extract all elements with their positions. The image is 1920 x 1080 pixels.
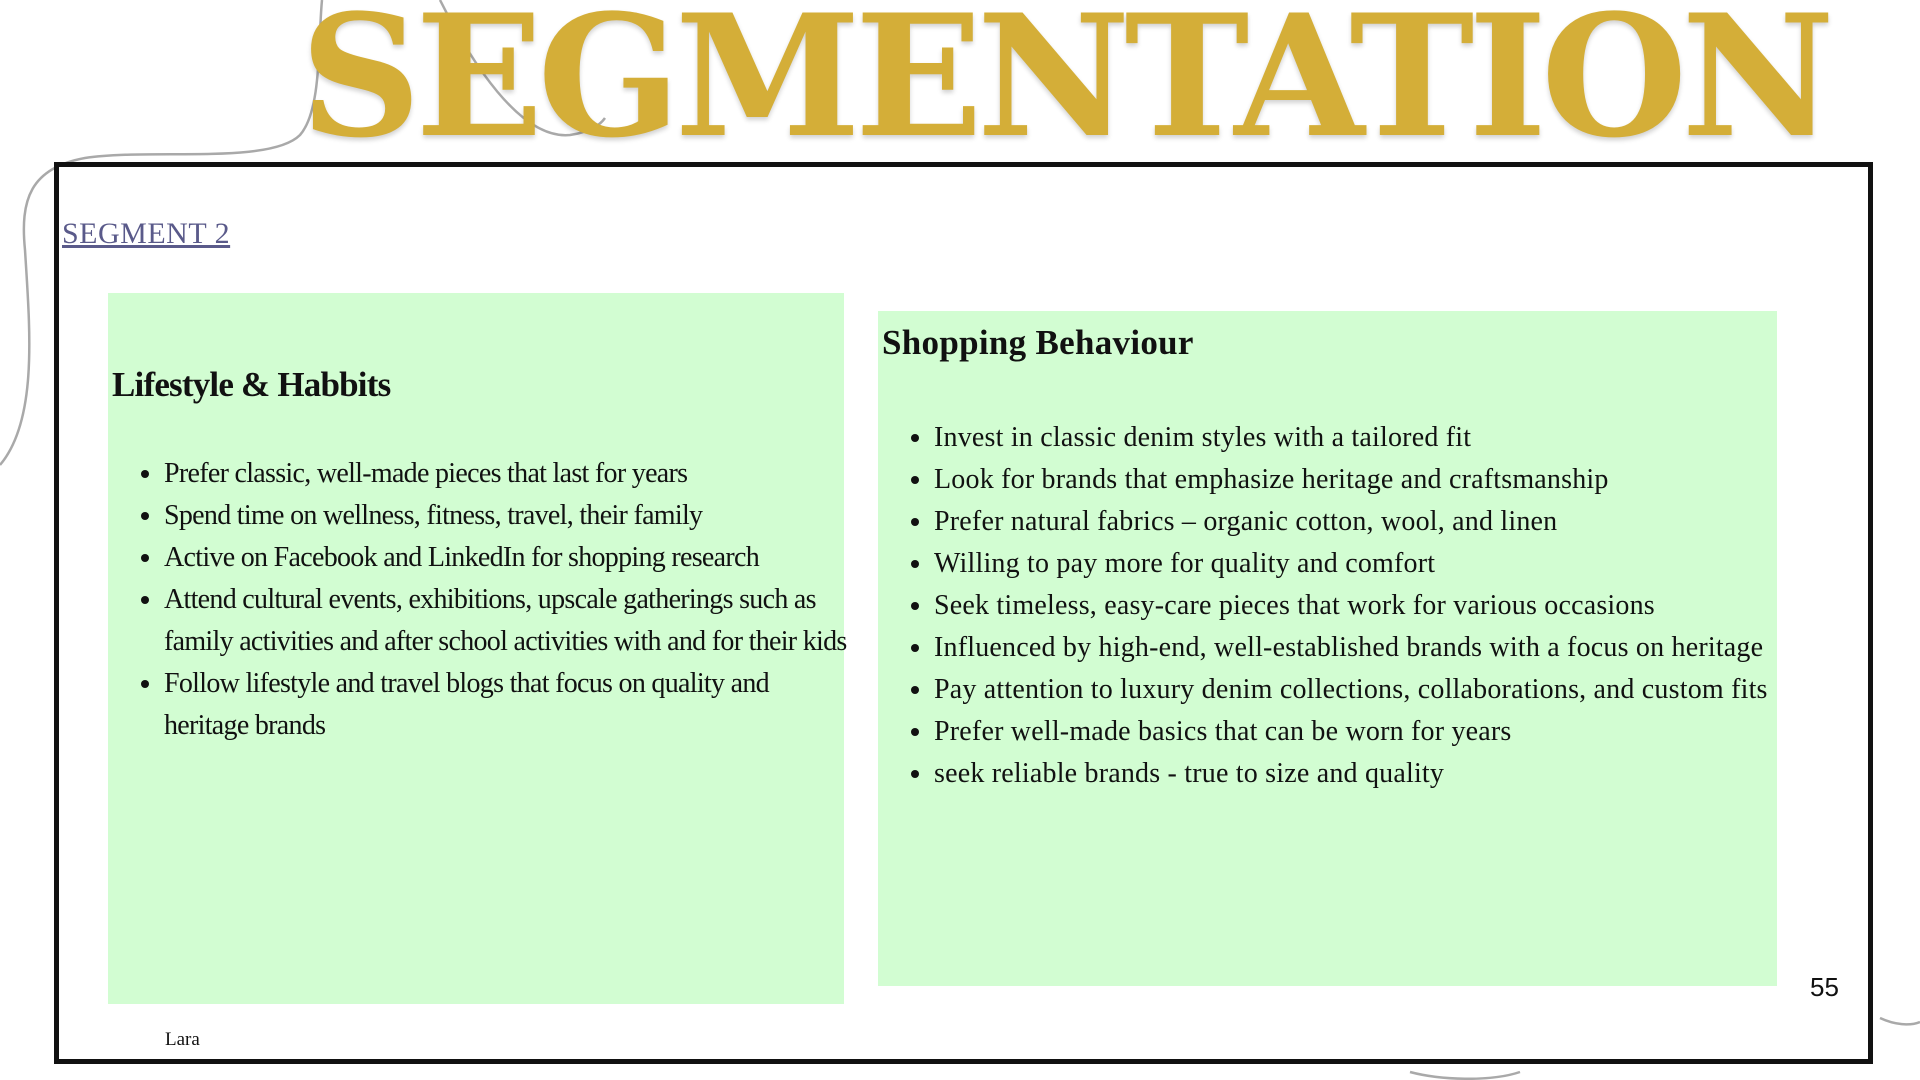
lifestyle-habits-panel <box>108 293 847 1004</box>
list-item: • Follow lifestyle and travel blogs that focus on quality and heritage brands <box>164 663 854 747</box>
page-title: SEGMENTATION <box>300 0 1829 175</box>
list-item: • Prefer classic, well-made pieces that last for years <box>164 453 854 495</box>
list-item: • seek reliable brands - true to size and quality <box>934 753 1794 795</box>
shopping-behaviour-list <box>878 417 1794 795</box>
list-item: • Active on Facebook and LinkedIn for shopping research <box>164 537 854 579</box>
lifestyle-habits-list <box>108 453 854 747</box>
list-item: • Prefer well-made basics that can be worn for years <box>934 711 1794 753</box>
author-name: Lara <box>165 1029 200 1050</box>
lifestyle-habits-heading: Lifestyle & Habbits <box>112 365 391 404</box>
shopping-behaviour-heading: Shopping Behaviour <box>882 323 1194 362</box>
list-item: • Attend cultural events, exhibitions, upscale gatherings such as family activities and after school activities with and for their kids <box>164 579 854 663</box>
shopping-behaviour-panel <box>878 311 1777 986</box>
list-item: • Invest in classic denim styles with a tailored fit <box>934 417 1794 459</box>
page-number: 55 <box>1810 972 1839 1002</box>
list-item: • Prefer natural fabrics – organic cotton, wool, and linen <box>934 501 1794 543</box>
list-item: • Look for brands that emphasize heritage and craftsmanship <box>934 459 1794 501</box>
list-item: • Pay attention to luxury denim collections, collaborations, and custom fits <box>934 669 1794 711</box>
list-item: • Influenced by high-end, well-established brands with a focus on heritage <box>934 627 1794 669</box>
list-item: • Seek timeless, easy-care pieces that work for various occasions <box>934 585 1794 627</box>
list-item: • Willing to pay more for quality and comfort <box>934 543 1794 585</box>
list-item: • Spend time on wellness, fitness, travel, their family <box>164 495 854 537</box>
segment-2-link[interactable]: SEGMENT 2 <box>62 217 231 250</box>
